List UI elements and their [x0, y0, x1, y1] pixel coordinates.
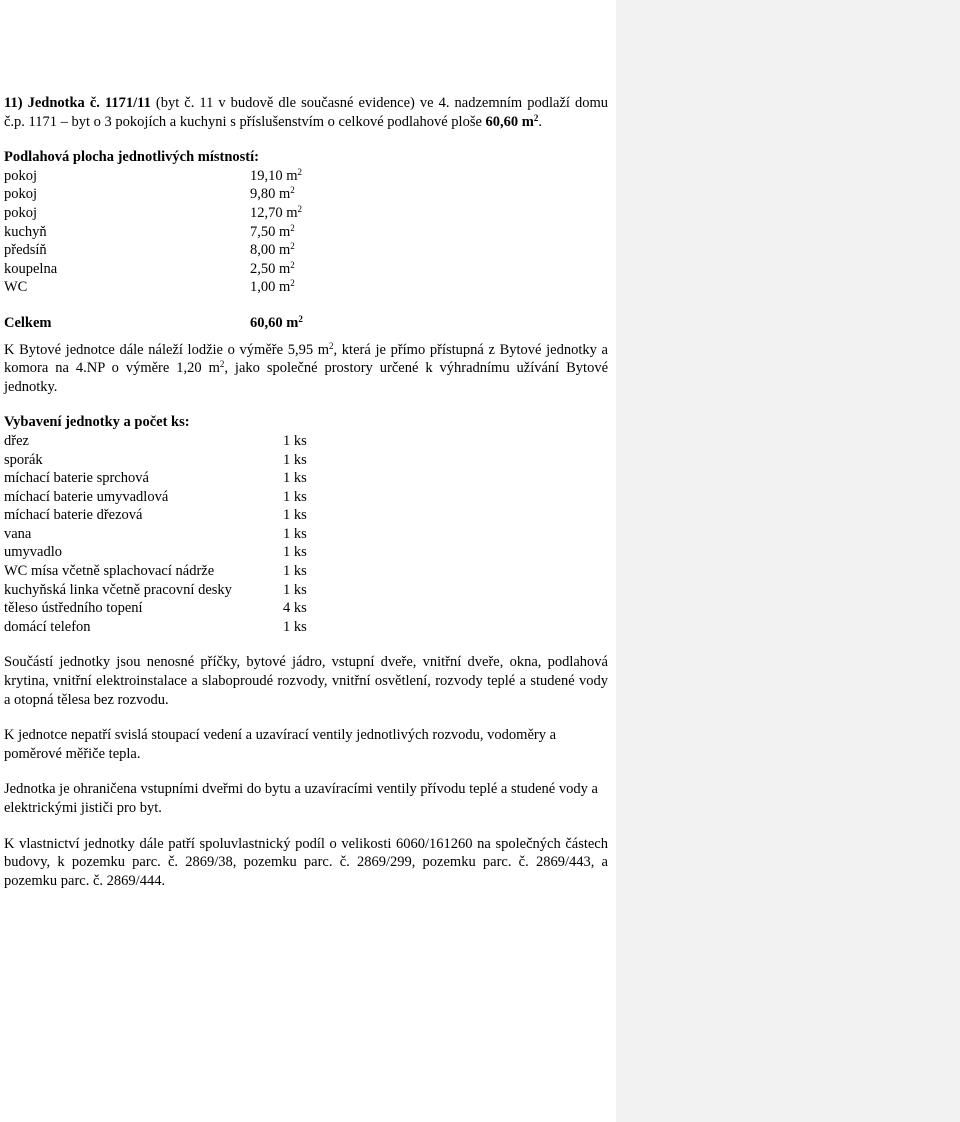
- room-row: [4, 167, 370, 186]
- rooms-total: [4, 314, 370, 333]
- unit-title-area-sup: 2: [533, 112, 539, 123]
- equipment-row: [4, 451, 307, 470]
- unit-title-rest: (byt č. 11 v budově dle současné evidence) ve 4. nadzemním podlaží domu č.p. 1171 – byt o 3 pokojích a kuchyni s příslušenstvím o celkové podlahové ploše: [4, 95, 608, 130]
- room-area: [250, 204, 370, 223]
- equipment-row: [4, 599, 307, 618]
- room-area-unit: m: [279, 186, 291, 203]
- total-area-unit: m: [286, 314, 299, 331]
- equipment-name: domácí telefon: [4, 618, 91, 635]
- loggia-part1: K Bytové jednotce dále náleží lodžie o výměře 5,95 m: [4, 341, 330, 358]
- loggia-sup2: 2: [219, 359, 225, 370]
- rooms-table: [4, 167, 370, 297]
- room-name: koupelna: [4, 260, 58, 277]
- equipment-row: [4, 432, 307, 451]
- room-area-unit: m: [286, 167, 298, 184]
- equipment-name: míchací baterie dřezová: [4, 507, 143, 524]
- equipment-count: 1 ks: [283, 488, 307, 505]
- room-area: [250, 223, 370, 242]
- unit-title-end: .: [538, 113, 542, 130]
- equipment-count: 1 ks: [283, 451, 307, 468]
- equipment-name: dřez: [4, 432, 29, 449]
- equipment-count: 4 ks: [283, 600, 307, 617]
- room-area-unit-sup: 2: [290, 222, 295, 233]
- unit-title: [4, 94, 608, 131]
- room-area-unit: m: [279, 260, 291, 277]
- right-margin-panel: [616, 0, 960, 1122]
- room-area-value: 7,50: [250, 223, 276, 240]
- loggia-part3: , jako společné prostory určené k výhradnímu užívání Bytové jednotky.: [4, 360, 609, 395]
- room-row: [4, 185, 370, 204]
- equipment-count: 1 ks: [283, 525, 307, 542]
- room-area: [250, 185, 370, 204]
- room-area-value: 19,10: [250, 167, 283, 184]
- room-area-unit-sup: 2: [297, 203, 303, 214]
- total-area-value: 60,60: [250, 314, 283, 331]
- room-area-unit-sup: 2: [290, 241, 295, 252]
- equipment-name: těleso ústředního topení: [4, 600, 143, 617]
- room-area-unit-sup: 2: [290, 185, 295, 196]
- room-area-value: 2,50: [250, 260, 276, 277]
- equipment-row: [4, 618, 307, 637]
- room-name: pokoj: [4, 186, 38, 203]
- loggia-sup1: 2: [329, 340, 334, 351]
- loggia-part2: , která je přímo přístupná z Bytové jednotky a komora na 4.NP o výměre 1,20 m: [4, 341, 608, 377]
- room-area-unit-sup: 2: [297, 166, 303, 177]
- equipment-name: míchací baterie sprchová: [4, 470, 149, 487]
- room-area-unit: m: [279, 279, 291, 296]
- equipment-table: [4, 432, 307, 637]
- room-area-unit: m: [279, 242, 291, 259]
- room-area-unit-sup: 2: [290, 278, 295, 289]
- equipment-row: [4, 469, 307, 488]
- equipment-count: 1 ks: [283, 507, 307, 524]
- room-row: [4, 223, 370, 242]
- total-area-unit-sup: 2: [298, 313, 303, 324]
- room-area-unit-sup: 2: [290, 259, 295, 270]
- room-name: kuchyň: [4, 223, 47, 240]
- room-area: [250, 260, 370, 279]
- equipment-row: [4, 543, 307, 562]
- equipment-row: [4, 581, 307, 600]
- equipment-name: vana: [4, 525, 32, 542]
- room-area: [250, 241, 370, 260]
- room-area: [250, 167, 370, 186]
- room-area-unit: m: [279, 223, 291, 240]
- rooms-heading: Podlahová plocha jednotlivých místností:: [4, 149, 259, 166]
- total-label: Celkem: [4, 314, 52, 331]
- room-row: [4, 260, 370, 279]
- room-row: [4, 278, 370, 297]
- equipment-name: WC mísa včetně splachovací nádrže: [4, 563, 215, 580]
- room-name: WC: [4, 279, 28, 296]
- boundary-paragraph: Jednotka je ohraničena vstupními dveřmi do bytu a uzavíracími ventily přívodu teplé a studené vody a elektrickými jističi pro byt.: [4, 781, 598, 816]
- equipment-count: 1 ks: [283, 470, 307, 487]
- equipment-count: 1 ks: [283, 432, 307, 449]
- room-row: [4, 204, 370, 223]
- unit-title-area: 60,60 m: [485, 113, 534, 130]
- equipment-count: 1 ks: [283, 544, 307, 561]
- equipment-row: [4, 506, 307, 525]
- room-area-value: 9,80: [250, 186, 276, 203]
- room-area-value: 8,00: [250, 242, 276, 259]
- equipment-name: kuchyňská linka včetně pracovní desky: [4, 581, 232, 598]
- room-row: [4, 241, 370, 260]
- unit-title-bold: 11) Jednotka č. 1171/11: [4, 95, 151, 111]
- equipment-row: [4, 488, 307, 507]
- ownership-paragraph: K vlastnictví jednotky dále patří spoluvlastnický podíl o velikosti 6060/161260 na společných částech budovy, k pozemku parc. č. 2869/38, pozemku parc. č. 2869/299, pozemku parc. č. 2869/443, a pozemku parc. č. 2869/444.: [4, 835, 608, 889]
- total-area: [250, 314, 370, 333]
- equipment-heading: Vybavení jednotky a počet ks:: [4, 414, 190, 431]
- equipment-name: míchací baterie umyvadlová: [4, 488, 169, 505]
- equipment-row: [4, 562, 307, 581]
- excluded-paragraph: K jednotce nepatří svislá stoupací vedení a uzavírací ventily jednotlivých rozvodu, vodoměry a poměrové měřiče tepla.: [4, 727, 557, 762]
- equipment-name: umyvadlo: [4, 544, 62, 561]
- room-name: pokoj: [4, 167, 38, 184]
- equipment-name: sporák: [4, 451, 43, 468]
- room-area: [250, 278, 370, 297]
- room-area-value: 12,70: [250, 204, 283, 221]
- rooms-total-row: [4, 314, 370, 333]
- equipment-count: 1 ks: [283, 581, 307, 598]
- document-page: [4, 94, 608, 890]
- room-name: pokoj: [4, 204, 38, 221]
- loggia-paragraph: [4, 341, 608, 397]
- room-area-unit: m: [286, 204, 298, 221]
- equipment-count: 1 ks: [283, 618, 307, 635]
- room-area-value: 1,00: [250, 279, 276, 296]
- equipment-row: [4, 525, 307, 544]
- components-paragraph: Součástí jednotky jsou nenosné příčky, bytové jádro, vstupní dveře, vnitřní dveře, okna, podlahová krytina, vnitřní elektroinstalace a slaboproudé rozvody, vnitřní osvětlení, rozvody teplé a studené vody a otopná tělesa bez rozvodu.: [4, 654, 608, 708]
- room-name: předsíň: [4, 242, 47, 259]
- equipment-count: 1 ks: [283, 563, 307, 580]
